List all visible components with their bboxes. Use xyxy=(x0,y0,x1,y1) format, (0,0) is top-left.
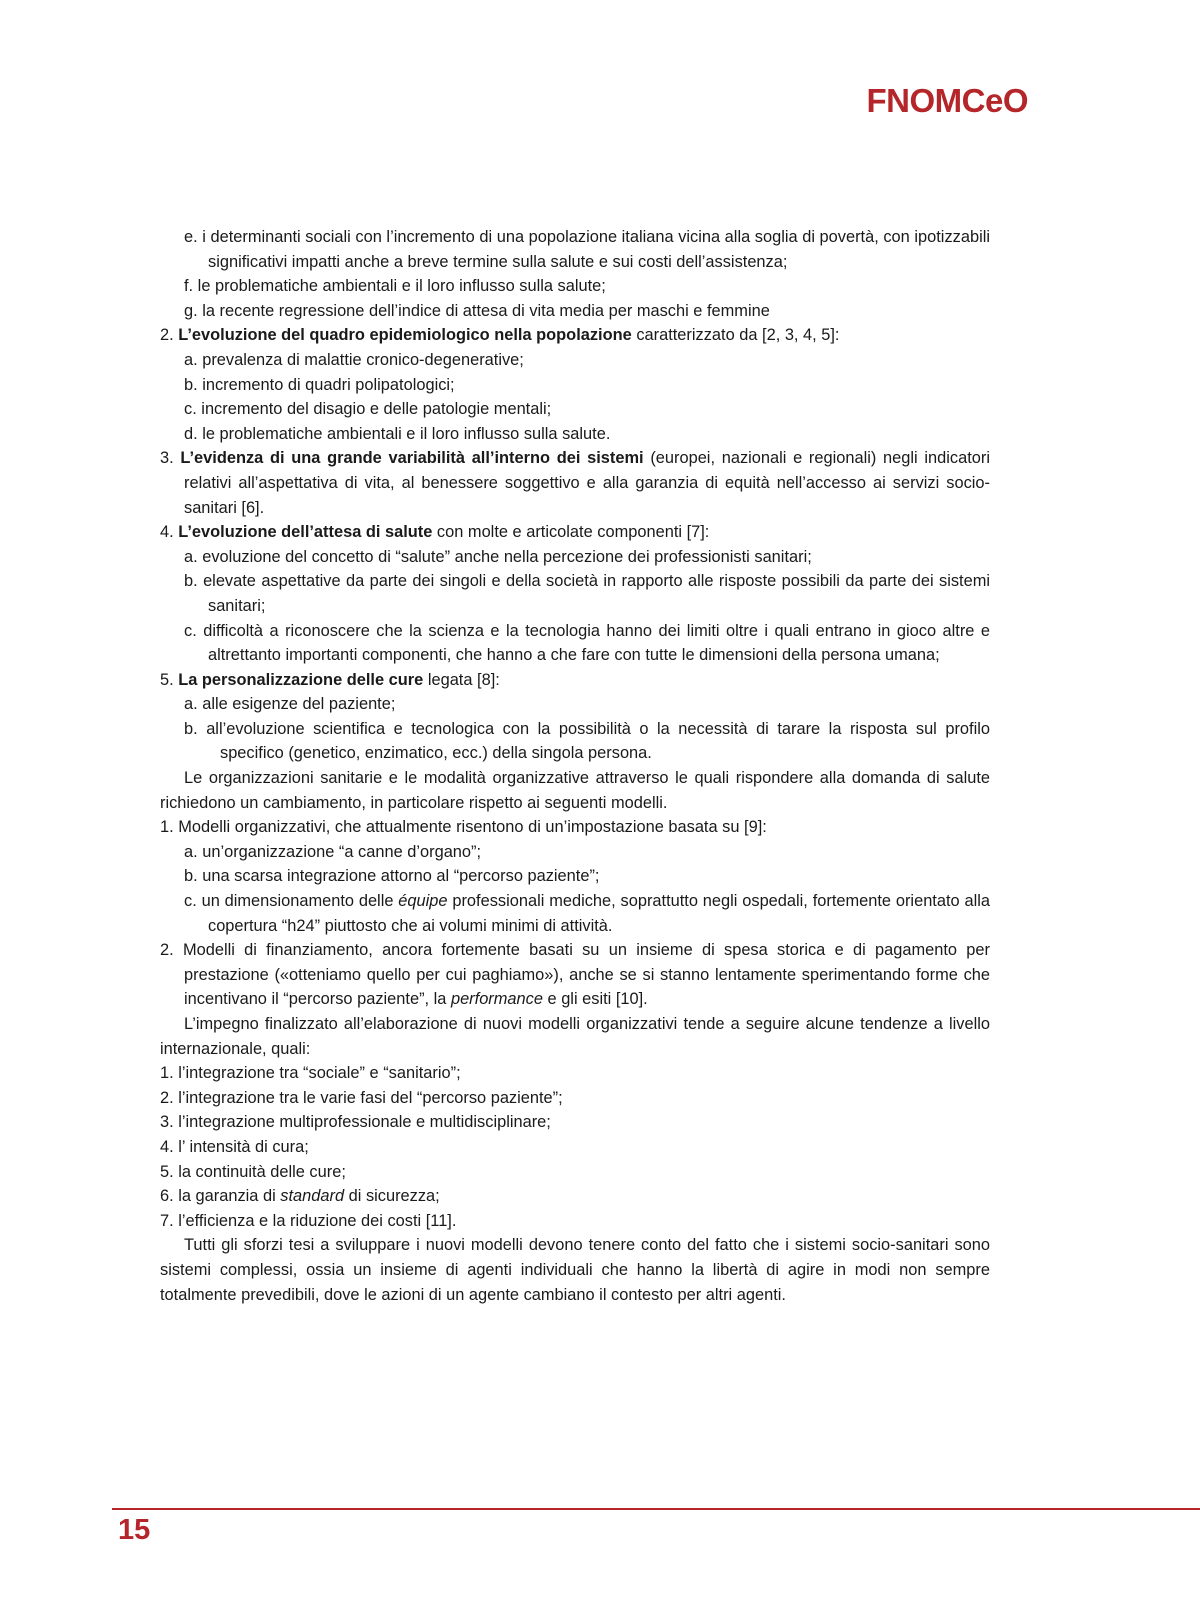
list-item: a. prevalenza di malattie cronico-degenerative; xyxy=(184,350,524,369)
list-item: 1. Modelli organizzativi, che attualmente risentono di un’impostazione basata su [9]: xyxy=(160,818,767,837)
list-item: b. incremento di quadri polipatologici; xyxy=(184,375,455,394)
paragraph: Tutti gli sforzi tesi a sviluppare i nuovi modelli devono tenere conto del fatto che i sistemi socio-sanitari sono sistemi complessi, ossia un insieme di agenti individuali che hanno la libertà di agire in modi non sempre totalmente prevedibili, dove le azioni di un agente cambiano il contesto per altri agenti. xyxy=(160,1236,990,1304)
list-item: 2. Modelli di finanziamento, ancora fortemente basati su un insieme di spesa storica e di pagamento per prestazione («otteniamo quello per cui paghiamo»), anche se si stanno lentamente sperimentando forme che incentivano il “percorso paziente”, la performance e gli esiti [10]. xyxy=(160,941,990,1009)
paragraph: Le organizzazioni sanitarie e le modalità organizzative attraverso le quali rispondere alla domanda di salute richiedono un cambiamento, in particolare rispetto ai seguenti modelli. xyxy=(160,769,990,812)
document-body xyxy=(160,225,990,1307)
list-item: b. elevate aspettative da parte dei singoli e della società in rapporto alle risposte possibili da parte dei sistemi sanitari; xyxy=(184,572,990,615)
list-item: 6. la garanzia di standard di sicurezza; xyxy=(160,1187,440,1206)
list-item: 4. L’evoluzione dell’attesa di salute con molte e articolate componenti [7]: xyxy=(160,523,710,542)
list-item: 5. La personalizzazione delle cure legata [8]: xyxy=(160,670,500,689)
list-item: 2. l’integrazione tra le varie fasi del “percorso paziente”; xyxy=(160,1088,563,1107)
list-item: 2. L’evoluzione del quadro epidemiologico nella popolazione caratterizzato da [2, 3, 4, 5]: xyxy=(160,326,840,345)
list-item: c. un dimensionamento delle équipe professionali mediche, soprattutto negli ospedali, fortemente orientato alla copertura “h24” piuttosto che ai volumi minimi di attività. xyxy=(184,892,990,935)
brand-logo-text: FNOMCeO xyxy=(866,82,1028,119)
list-item: 3. l’integrazione multiprofessionale e multidisciplinare; xyxy=(160,1113,551,1132)
list-item: b. all’evoluzione scientifica e tecnologica con la possibilità o la necessità di tarare la risposta sul profilo specifico (genetico, enzimatico, ecc.) della singola persona. xyxy=(184,719,990,763)
paragraph: L’impegno finalizzato all’elaborazione di nuovi modelli organizzativi tende a seguire alcune tendenze a livello internazionale, quali: xyxy=(160,1015,990,1058)
list-item: c. difficoltà a riconoscere che la scienza e la tecnologia hanno dei limiti oltre i quali entrano in gioco altre e altrettanto importanti componenti, che hanno a che fare con tutte le dimensioni della persona umana; xyxy=(184,621,990,665)
list-item: a. evoluzione del concetto di “salute” anche nella percezione dei professionisti sanitari; xyxy=(184,547,812,566)
list-item: 4. l’ intensità di cura; xyxy=(160,1137,309,1156)
list-item: b. una scarsa integrazione attorno al “percorso paziente”; xyxy=(184,867,600,886)
list-item: d. le problematiche ambientali e il loro influsso sulla salute. xyxy=(184,424,611,443)
list-item: e. i determinanti sociali con l’incremento di una popolazione italiana vicina alla soglia di povertà, con ipotizzabili significativi impatti anche a breve termine sulla salute e sui costi dell’assistenza; xyxy=(184,228,990,271)
list-item: 5. la continuità delle cure; xyxy=(160,1162,346,1181)
list-item: 7. l’efficienza e la riduzione dei costi [11]. xyxy=(160,1211,457,1230)
list-item: g. la recente regressione dell’indice di attesa di vita media per maschi e femmine xyxy=(184,301,770,320)
list-item: a. alle esigenze del paziente; xyxy=(184,695,396,714)
list-item: a. un’organizzazione “a canne d’organo”; xyxy=(184,842,482,861)
page-number: 15 xyxy=(118,1514,151,1546)
list-item: f. le problematiche ambientali e il loro influsso sulla salute; xyxy=(184,277,606,296)
footer-divider xyxy=(112,1508,1200,1510)
list-item: 1. l’integrazione tra “sociale” e “sanitario”; xyxy=(160,1064,461,1083)
list-item: c. incremento del disagio e delle patologie mentali; xyxy=(184,400,552,419)
list-item: 3. L’evidenza di una grande variabilità all’interno dei sistemi (europei, nazionali e regionali) negli indicatori relativi all’aspettativa di vita, al benessere soggettivo e alla garanzia di equità nell’accesso ai servizi socio-sanitari [6]. xyxy=(160,449,990,517)
